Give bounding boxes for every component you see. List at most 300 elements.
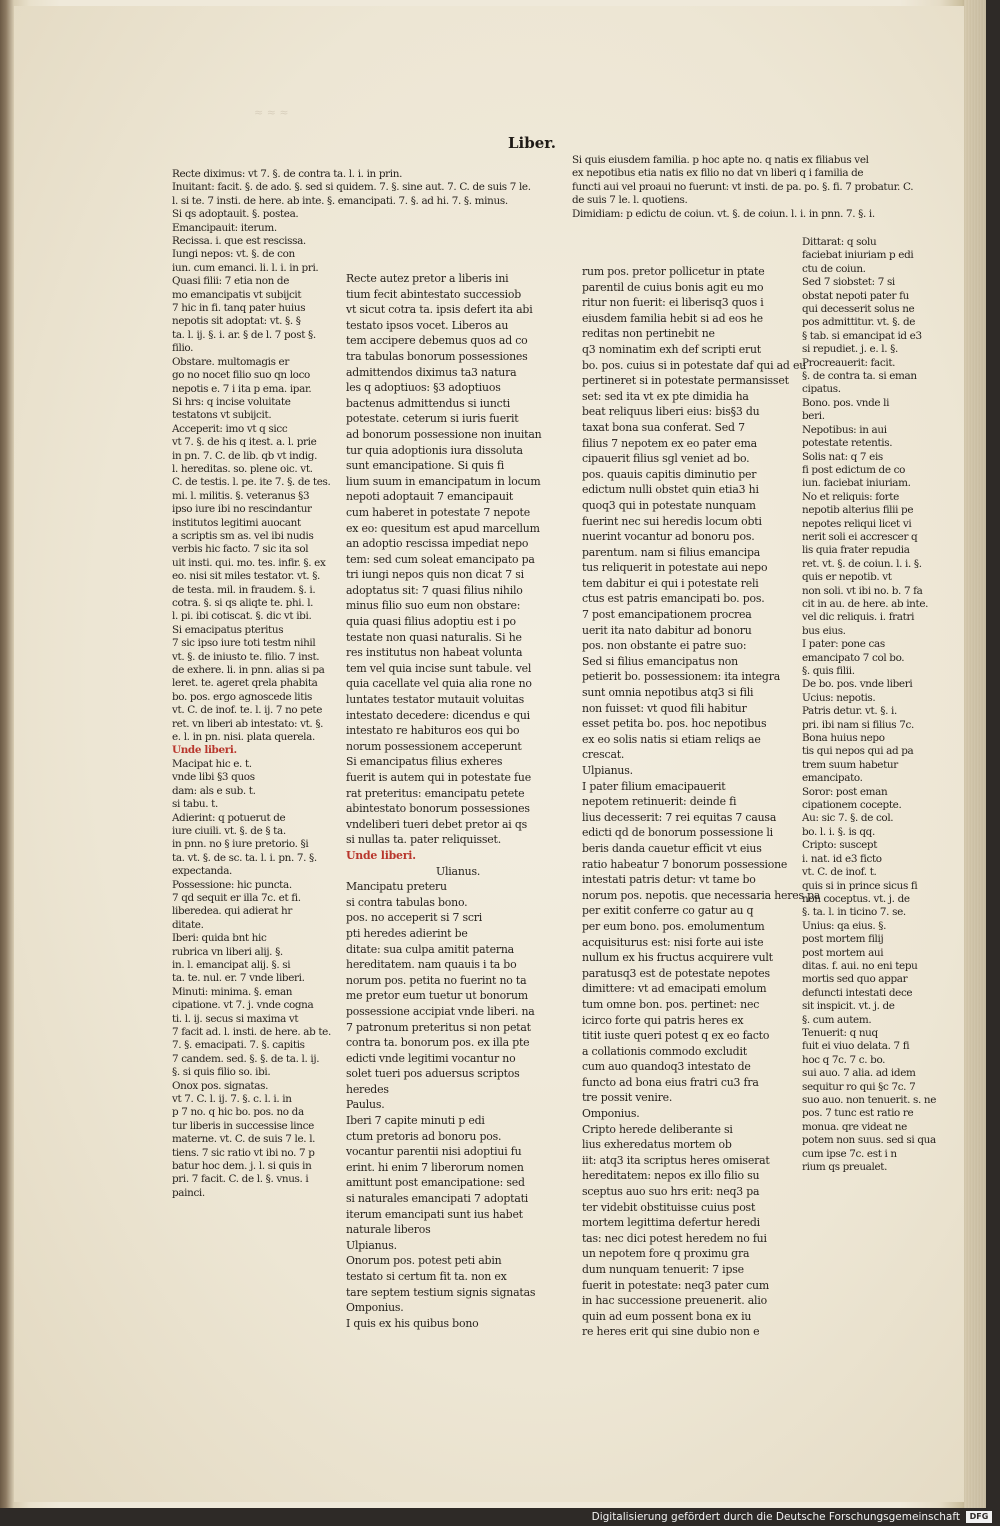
text-line (582, 264, 802, 280)
gloss-line (802, 1161, 952, 1174)
gloss-line (172, 1039, 344, 1052)
line-text: lius decesserit: 7 rei equitas 7 causa (582, 810, 777, 824)
gloss-line (172, 235, 344, 248)
gloss-line (802, 1081, 952, 1094)
line-text: Dittarat: q solu (802, 236, 877, 248)
line-text: C. de testis. l. pe. ite 7. §. de tes. (172, 476, 331, 489)
gloss-line (802, 464, 952, 477)
line-text: sui auo. 7 alia. ad idem (802, 1067, 916, 1080)
line-text: sit inspicit. vt. j. de (802, 1000, 895, 1013)
text-line (582, 1231, 802, 1247)
text-line (582, 716, 802, 732)
line-text: vocantur parentii nisi adoptiui fu (346, 1145, 522, 1159)
line-text: in pn. 7. C. de lib. qb vt indig. (172, 449, 318, 462)
line-text: rubrica vn liberi alij. §. (172, 945, 283, 958)
line-text: cipationem cocepte. (802, 799, 902, 812)
line-text: I pater: pone cas (802, 638, 885, 651)
line-text: pertineret si in potestate permansisset (582, 374, 789, 388)
gloss-line (172, 356, 344, 369)
text-line (346, 349, 576, 365)
line-text: § tab. si emancipat id e3 (802, 329, 922, 342)
line-text: ret. vt. §. de coiun. l. i. §. (802, 557, 922, 570)
line-text: p 7 no. q hic bo. pos. no da (172, 1106, 304, 1119)
text-line (346, 505, 576, 521)
gloss-line (802, 437, 952, 450)
line-text: bus eius. (802, 624, 846, 637)
text-line (346, 474, 576, 490)
line-text: admittendos diximus ta3 natura (346, 365, 517, 379)
text-line (582, 935, 802, 951)
gloss-line (172, 476, 344, 489)
text-line (582, 779, 802, 795)
line-text: mi. l. militis. §. veteranus §3 (172, 489, 310, 502)
line-text: dum nunquam tenuerit: 7 ipse (582, 1263, 744, 1276)
text-line (582, 1168, 802, 1184)
line-text: dimittere: vt ad emacipati emolum (582, 982, 767, 996)
line-text: quia quasi filius adoptiu est i po (346, 615, 516, 629)
gloss-line (172, 812, 344, 825)
gloss-line (172, 677, 344, 690)
gloss-line (802, 611, 952, 624)
line-text: tur liberis in successise lince (172, 1119, 314, 1132)
gloss-line (172, 584, 344, 597)
text-line (582, 810, 802, 826)
line-text: fi post edictum de co (802, 463, 905, 476)
line-text: minus filio suo eum non obstare: (346, 599, 521, 613)
line-text: Procreauerit: facit. (802, 356, 896, 369)
gloss-line (802, 276, 952, 289)
gloss-line (172, 597, 344, 610)
line-text: tus reliquerit in potestate aui nepo (582, 561, 768, 575)
gloss-line (172, 1133, 344, 1146)
text-line (346, 536, 576, 552)
gloss-line (802, 249, 952, 262)
text-line (346, 271, 576, 287)
line-text: potestate retentis. (802, 437, 893, 450)
gloss-line (802, 1094, 952, 1107)
line-text: beris danda cauetur efficit vt eius (582, 841, 762, 855)
top-line (572, 194, 932, 207)
text-line (582, 514, 802, 530)
gloss-line (172, 262, 344, 275)
line-text: hereditatem. nam quauis i ta bo (346, 958, 517, 972)
line-text: edicti vnde legitimi vocantur no (346, 1051, 516, 1065)
text-line (346, 1191, 576, 1207)
line-text: de exhere. li. in pnn. alias si pa (172, 664, 325, 677)
line-text: amittunt post emancipatione: sed (346, 1176, 525, 1190)
line-text: 7 facit ad. l. insti. de here. ab te. (172, 1026, 331, 1038)
line-text: quin ad eum possent bona ex iu (582, 1309, 752, 1323)
text-line (582, 404, 802, 420)
line-text: Obstare. multomagis er (172, 355, 289, 368)
text-line (582, 451, 802, 467)
text-line (582, 358, 807, 374)
line-text: verbis hic facto. 7 sic ita sol (172, 543, 309, 556)
gloss-line (802, 812, 952, 825)
line-text: Minuti: minima. §. eman (172, 985, 293, 998)
line-text: rat preteritus: emancipatu petete (346, 786, 525, 800)
gloss-line (172, 1187, 344, 1200)
line-text: vt. C. de inof. te. l. ij. 7 no pete (172, 704, 322, 717)
gloss-line (172, 517, 344, 530)
text-line (582, 701, 802, 717)
text-line (582, 1106, 802, 1122)
gloss-line (802, 1121, 952, 1134)
gloss-line (172, 932, 344, 945)
line-text: tem accipere debemus quos ad co (346, 334, 528, 348)
line-text: 7 post emancipationem procrea (582, 608, 752, 622)
line-text: monua. qre videat ne (802, 1120, 907, 1133)
text-line (346, 521, 576, 537)
line-text: intestato re habituros eos qui bo (346, 724, 520, 738)
text-line (346, 1160, 576, 1176)
text-line (346, 380, 576, 396)
text-line (346, 926, 576, 942)
gloss-line (802, 518, 952, 531)
line-text: per exitit conferre co gatur au q (582, 904, 754, 918)
text-line (582, 1075, 802, 1091)
text-line (582, 1215, 802, 1231)
line-text: 7. §. emacipati. 7. §. capitis (172, 1039, 305, 1052)
line-text: pos. quauis capitis diminutio per (582, 467, 757, 481)
text-line (346, 287, 576, 303)
text-line (582, 326, 802, 342)
line-text: functi aui vel proaui no fuerunt: vt insti. de pa. po. §. fi. 7 probatur. C. (572, 180, 914, 193)
text-line (346, 567, 576, 583)
text-line (582, 763, 802, 779)
gloss-line (802, 504, 952, 517)
line-text: si tabu. t. (172, 798, 218, 811)
text-line (346, 754, 576, 770)
text-line (346, 411, 576, 427)
gloss-line (172, 557, 344, 570)
line-text: Si emacipatus pteritus (172, 623, 284, 636)
line-text: ex nepotibus etia natis ex filio no dat vn liberi q i familia de (572, 167, 864, 180)
line-text: eiusdem familia hebit si ad eos he (582, 311, 763, 325)
gloss-line (802, 692, 952, 705)
line-text: Patris detur. vt. §. i. (802, 705, 897, 718)
text-line (346, 817, 576, 833)
line-text: Omponius. (582, 1107, 640, 1121)
text-line (346, 739, 576, 755)
text-line (582, 295, 802, 311)
text-line (346, 1035, 576, 1051)
line-text: Si emancipatus filius exheres (346, 755, 503, 769)
gloss-line (172, 1160, 344, 1173)
line-text: Recte diximus: vt 7. §. de contra ta. l. i. in prin. (172, 168, 403, 180)
text-line (582, 825, 802, 841)
gloss-line (802, 544, 952, 557)
line-text: q3 nominatim exh def scripti erut (582, 342, 761, 356)
line-text: vndeliberi tueri debet pretor ai qs (346, 817, 527, 831)
line-text: Bona huius nepo (802, 732, 885, 745)
line-text: Paulus. (346, 1098, 385, 1112)
gloss-line (172, 450, 344, 463)
top-right-paragraph (572, 154, 932, 221)
gloss-line (802, 893, 952, 906)
line-text: Sed 7 siobstet: 7 si (802, 276, 895, 289)
line-text: cipatus. (802, 383, 841, 396)
gloss-line (802, 357, 952, 370)
gloss-line (802, 772, 952, 785)
line-text: materne. vt. C. de suis 7 le. l. (172, 1133, 316, 1146)
gloss-line (802, 638, 952, 651)
line-text: Nepotibus: in aui (802, 423, 887, 436)
line-text: res institutus non habeat volunta (346, 646, 523, 660)
gloss-line (802, 732, 952, 745)
gloss-line (172, 1066, 344, 1079)
text-line (582, 1246, 802, 1262)
line-text: l. pi. ibi cotiscat. §. dic vt ibi. (172, 610, 312, 623)
line-text: pri. ibi nam si filius 7c. (802, 718, 914, 731)
line-text: go no nocet filio suo qn loco (172, 369, 310, 382)
line-text: si naturales emancipati 7 adoptati (346, 1192, 529, 1206)
gloss-line (802, 370, 952, 383)
gloss-line (802, 1148, 952, 1161)
line-text: si contra tabulas bono. (346, 895, 468, 909)
gloss-line (802, 866, 952, 879)
line-text: pos. no acceperit si 7 scri (346, 911, 483, 925)
gloss-line (172, 610, 344, 623)
line-text: testate non quasi naturalis. Si he (346, 630, 522, 644)
line-text: bactenus admittendus si iuncti (346, 396, 510, 410)
line-text: intestato decedere: dicendus e qui (346, 708, 530, 722)
text-line (346, 598, 576, 614)
text-line (582, 747, 802, 763)
line-text: in pnn. no § iure pretorio. §i (172, 838, 309, 851)
line-text: ratio habeatur 7 bonorum possessione (582, 857, 788, 871)
line-text: Macipat hic e. t. (172, 757, 252, 770)
gloss-line (172, 342, 344, 355)
gloss-line (172, 1106, 344, 1119)
text-line (582, 389, 802, 405)
line-text: testato ipsos vocet. Liberos au (346, 318, 509, 332)
line-text: crescat. (582, 748, 625, 762)
line-text: Ulpianus. (346, 1238, 397, 1252)
line-text: ipso iure ibi no rescindantur (172, 503, 312, 516)
text-line (582, 1153, 802, 1169)
gloss-line (802, 397, 952, 410)
text-line (346, 427, 576, 443)
line-text: potem non suus. sed si qua (802, 1134, 936, 1147)
gloss-line (172, 503, 344, 516)
gloss-line (802, 1027, 952, 1040)
line-text: cotra. §. si qs aliqte te. phi. l. (172, 597, 314, 609)
gloss-line (802, 652, 952, 665)
line-text: re heres erit qui sine dubio non e (582, 1325, 760, 1339)
line-text: dam: als e sub. t. (172, 784, 256, 797)
gloss-line (802, 973, 952, 986)
line-text: adoptatus sit: 7 quasi filius nihilo (346, 583, 523, 597)
line-text: pri. 7 facit. C. de l. §. vnus. i (172, 1173, 309, 1186)
line-text: ad bonorum possessione non inuitan (346, 427, 542, 441)
line-text: Acceperit: imo vt q sicc (172, 422, 288, 435)
gloss-line (172, 423, 344, 436)
gloss-line (802, 933, 952, 946)
line-text: de testa. mil. in fraudem. §. i. (172, 583, 316, 596)
line-text: §. ta. l. in ticino 7. se. (802, 906, 906, 919)
line-text: cum auo quandoq3 intestato de (582, 1060, 751, 1074)
line-text: iterum emancipati sunt ius habet (346, 1207, 523, 1221)
line-text: nepotem retinuerit: deinde fi (582, 795, 737, 809)
gloss-line (802, 786, 952, 799)
gloss-line (172, 798, 344, 811)
text-line (346, 957, 576, 973)
line-text: I quis ex his quibus bono (346, 1316, 479, 1330)
gloss-line (802, 236, 952, 249)
gloss-line (802, 853, 952, 866)
line-text: acquisiturus est: nisi forte aui iste (582, 935, 764, 949)
text-line (582, 1293, 802, 1309)
line-text: Onox pos. signatas. (172, 1079, 269, 1092)
line-text: Adierint: q potuerut de (172, 811, 286, 824)
text-line (346, 1238, 576, 1254)
gloss-line (802, 705, 952, 718)
gloss-line (172, 1120, 344, 1133)
line-text: abintestato bonorum possessiones (346, 802, 530, 816)
line-text: iun. faciebat iniuriam. (802, 477, 911, 490)
line-text: iun. cum emanci. li. l. i. in pri. (172, 261, 319, 274)
line-text: pos. non obstante ei patre suo: (582, 639, 747, 653)
gloss-line (172, 1093, 344, 1106)
line-text: tare septem testium signis signatas (346, 1285, 536, 1299)
gloss-line (802, 799, 952, 812)
line-text: sunt emancipatione. Si quis fi (346, 459, 505, 473)
text-line (582, 1200, 802, 1216)
text-line (346, 1020, 576, 1036)
line-text: Onorum pos. potest peti abin (346, 1254, 502, 1268)
text-line (582, 560, 802, 576)
text-line (346, 661, 576, 677)
text-line (346, 614, 576, 630)
line-text: bo. pos. ergo agnoscede litis (172, 690, 313, 703)
line-text: vt sicut cotra ta. ipsis defert ita abi (346, 303, 533, 317)
ruler-strip (986, 0, 1000, 1508)
line-text: Possessione: hic puncta. (172, 878, 292, 891)
line-text: suo auo. non tenuerit. s. ne (802, 1094, 936, 1106)
text-line (582, 1324, 802, 1340)
text-line (582, 732, 802, 748)
line-text: pti heredes adierint be (346, 926, 468, 940)
line-text: non soli. vt ibi no. b. 7 fa (802, 584, 923, 597)
line-text: quis er nepotib. vt (802, 571, 892, 584)
text-line (582, 607, 802, 623)
line-text: heredes (346, 1082, 389, 1096)
line-text: ta. te. nul. er. 7 vnde liberi. (172, 972, 305, 985)
text-line (582, 1278, 802, 1294)
gloss-line (802, 1134, 952, 1147)
line-text: tem dabitur ei qui i potestate reli (582, 576, 759, 590)
line-text: 7 hic in fi. tanq pater huius (172, 302, 306, 315)
gloss-line (172, 825, 344, 838)
line-text: quoq3 qui in potestate nunquam (582, 498, 756, 512)
text-line (346, 1004, 576, 1020)
text-line (582, 966, 802, 982)
line-text: un nepotem fore q proximu gra (582, 1247, 750, 1261)
line-text: reditas non pertinebit ne (582, 327, 715, 341)
line-text: mo emancipatis vt subijcit (172, 288, 302, 301)
line-text: parentil de cuius bonis agit eu mo (582, 280, 764, 294)
gloss-line (802, 477, 952, 490)
text-line (582, 1028, 802, 1044)
text-line (582, 1262, 802, 1278)
text-line (582, 420, 802, 436)
text-line (346, 708, 576, 724)
gloss-line (802, 330, 952, 343)
line-text: tri iungi nepos quis non dicat 7 si (346, 568, 524, 582)
text-line (346, 333, 576, 349)
line-text: Si qs adoptauit. §. postea. (172, 208, 299, 221)
line-text: testatons vt subijcit. (172, 409, 272, 422)
line-text: ctum pretoris ad bonoru pos. (346, 1129, 502, 1143)
line-text: testato si certum fit ta. non ex (346, 1270, 507, 1283)
text-line (346, 676, 576, 692)
line-text: norum pos. petita no fuerint no ta (346, 973, 527, 987)
line-text: vnde libi §3 quos (172, 771, 255, 784)
text-line (346, 1051, 576, 1067)
text-line (346, 786, 576, 802)
gloss-line (172, 208, 344, 221)
text-line (582, 872, 802, 888)
line-text: 7 candem. sed. §. §. de ta. l. ij. (172, 1052, 320, 1065)
line-text: ex eo: quesitum est apud marcellum (346, 521, 540, 535)
line-text: non coceptus. vt. j. de (802, 892, 910, 905)
line-text: i. nat. id e3 ficto (802, 852, 882, 865)
gloss-line (802, 920, 952, 933)
running-title: Liber. (508, 134, 557, 152)
gloss-line (172, 383, 344, 396)
line-text: obstat nepoti pater fu (802, 289, 909, 302)
line-text: cipatione. vt 7. j. vnde cogna (172, 999, 314, 1012)
line-text: fuit ei viuo delata. 7 fi (802, 1040, 910, 1053)
line-text: §. quis filii. (802, 665, 855, 677)
text-line (582, 1122, 802, 1138)
text-line (582, 1013, 802, 1029)
gloss-line (172, 1173, 344, 1186)
text-line (582, 669, 802, 685)
text-line (346, 879, 576, 895)
line-text: filio. (172, 342, 194, 355)
text-line (346, 318, 576, 334)
line-text: cum haberet in potestate 7 nepote (346, 505, 530, 519)
line-text: post mortem aui (802, 946, 884, 959)
gloss-line (802, 880, 952, 893)
line-text: nepotib alterius filii pe (802, 504, 914, 517)
line-text: Ulpianus. (582, 764, 633, 777)
text-line (582, 342, 802, 358)
text-line (582, 888, 821, 904)
gloss-line (172, 771, 344, 784)
line-text: Ucius: nepotis. (802, 691, 876, 704)
line-text: ditas. f. aui. no eni tepu (802, 959, 918, 972)
line-text: ex eo solis natis si etiam reliqs ae (582, 732, 761, 746)
gloss-line (172, 946, 344, 959)
line-text: Iberi: quida bnt hic (172, 932, 267, 945)
line-text: ta. vt. §. de sc. ta. l. i. pn. 7. §. (172, 851, 317, 864)
top-line (572, 208, 932, 221)
line-text: ret. vn liberi ab intestato: vt. §. (172, 717, 324, 730)
text-line (346, 552, 576, 568)
gloss-line (172, 905, 344, 918)
gloss-line (172, 637, 344, 650)
gloss-line (172, 865, 344, 878)
line-text: Recissa. i. que est rescissa. (172, 235, 306, 248)
line-text: iure ciuili. vt. §. de § ta. (172, 824, 286, 837)
line-text: Dimidiam: p edictu de coiun. vt. §. de coiun. l. i. in pnn. 7. §. i. (572, 207, 875, 220)
gloss-line (172, 1013, 344, 1026)
gloss-line (172, 409, 344, 422)
line-text: ctus est patris emancipati bo. pos. (582, 592, 765, 606)
